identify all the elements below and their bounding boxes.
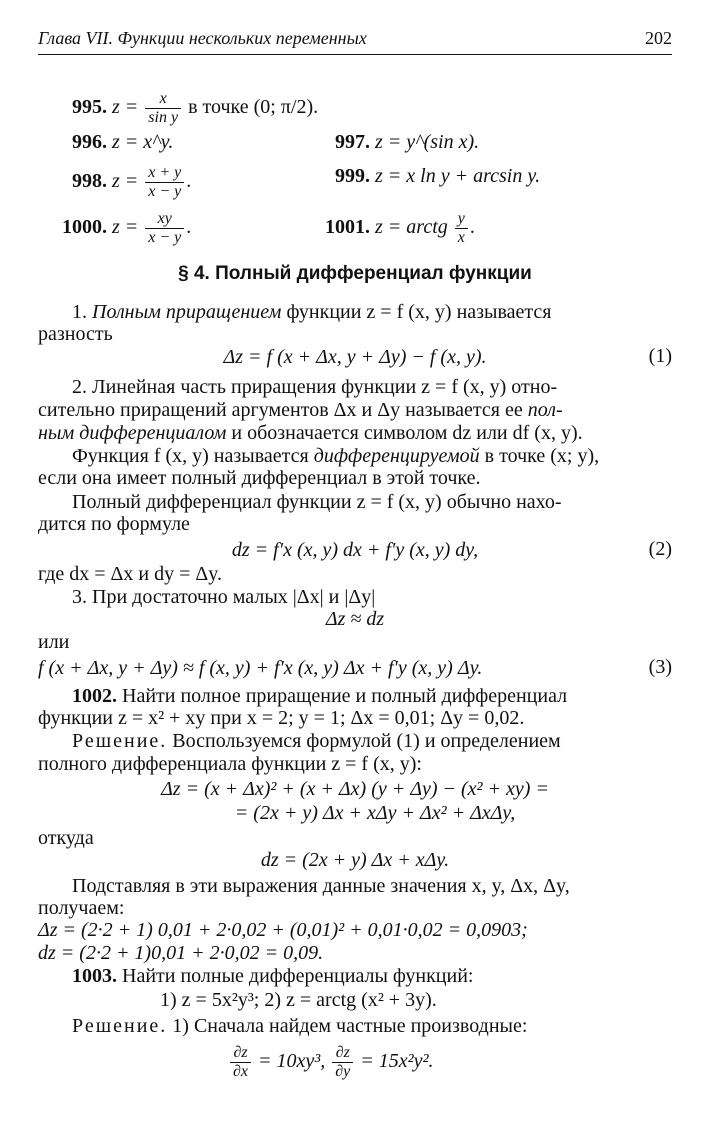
equation-1: Δz = f (x + Δx, y + Δy) − f (x, y). [223,346,487,368]
exercise-1002-line5: откуда [38,827,94,849]
equation-3-number: (3) [648,656,672,678]
exercise-1002-line4: полного дифференциала функции z = f (x, y): [38,753,422,775]
exercise-1001: 1001. z = arctg $\frac{y}{x}$ . [325,210,475,246]
p2-line1: 2. Линейная часть приращения функции z = f (x, y) отно- [72,376,558,398]
p2-line6: Полный дифференциал функции z = f (x, y) обычно нахо- [72,491,562,513]
p2-line5: если она имеет полный дифференциал в этой точке. [38,467,481,489]
p1-line1: 1. Полным приращением функции z = f (x, y) называется [72,301,552,323]
exercise-1003-solution: Решение. 1) Сначала найдем частные производные: [72,1015,528,1037]
equation-3: f (x + Δx, y + Δy) ≈ f (x, y) + f′x (x, y) Δx + f′y (x, y) Δy. [38,657,483,679]
exercise-1003-line1: 1003. Найти полные дифференциалы функций: [72,965,474,987]
p2-line2: сительно приращений аргументов Δx и Δy называется ее пол- [38,399,563,421]
approx-equation: Δz ≈ dz [325,608,385,630]
p2-line4: Функция f (x, y) называется дифференцируемой в точке (x; y), [72,445,600,467]
exercise-1002-line6: Подставляя в эти выражения данные значения x, y, Δx, Δy, [72,875,570,897]
exercise-997: 997. z = y^(sin x). [335,131,480,153]
equation-1-number: (1) [648,345,672,367]
exercise-1002-line7: получаем: [38,897,125,919]
page-number: 202 [645,28,672,48]
exercise-1003-derivatives: $\frac{\partial z}{\partial x}$ = 10xy³, $\frac{\partial z}{\partial y}$ = 15x²y². [228,1044,434,1081]
exercise-1002-eq3: dz = (2x + y) Δx + xΔy. [260,849,450,871]
exercise-996: 996. z = x^y. [72,131,174,153]
exercise-999: 999. z = x ln y + arcsin y. [335,165,541,187]
running-header [38,28,672,55]
p3-line2: или [38,631,70,653]
equation-2-number: (2) [648,538,672,560]
section-heading: § 4. Полный дифференциал функции [178,263,532,284]
exercise-1002-eq2: = (2x + y) Δx + xΔy + Δx² + ΔxΔy, [234,802,516,824]
exercise-1002-solution: Решение. Воспользуемся формулой (1) и определением [72,730,561,752]
p2-line3: ным дифференциалом и обозначается символом dz или df (x, y). [38,422,583,444]
exercise-1000: 1000. z = $\frac{xy}{x - y}$ . [62,210,192,246]
exercise-1002-eq1: Δz = (x + Δx)² + (x + Δx) (y + Δy) − (x² + xy) = [161,778,549,800]
p1-line2: разность [38,323,113,345]
exercise-995: 995. z = $\frac{x}{\text{sin y}}$ в точке (0; π/2). [72,90,319,126]
chapter-title: Глава VII. Функции нескольких переменных [38,28,367,48]
exercise-1002-line2: функции z = x² + xy при x = 2; y = 1; Δx = 0,01; Δy = 0,02. [38,707,525,729]
exercise-1002-line9: dz = (2·2 + 1)0,01 + 2·0,02 = 0,09. [38,942,324,964]
exercise-998: 998. z = $\frac{x + y}{x - y}$ . [72,164,192,200]
exercise-1002-line8: Δz = (2·2 + 1) 0,01 + 2·0,02 + (0,01)² + 0,01·0,02 = 0,0903; [38,919,528,941]
exercise-1003-line2: 1) z = 5x²y³; 2) z = arctg (x² + 3y). [160,989,437,1011]
p2-line7: дится по формуле [38,513,190,535]
p3-line1: 3. При достаточно малых |Δx| и |Δy| [72,586,376,608]
exercise-1002-line1: 1002. Найти полное приращение и полный дифференциал [72,685,568,707]
equation-2: dz = f′x (x, y) dx + f′y (x, y) dy, [231,539,479,561]
p2-line8: где dx = Δx и dy = Δy. [38,563,222,585]
